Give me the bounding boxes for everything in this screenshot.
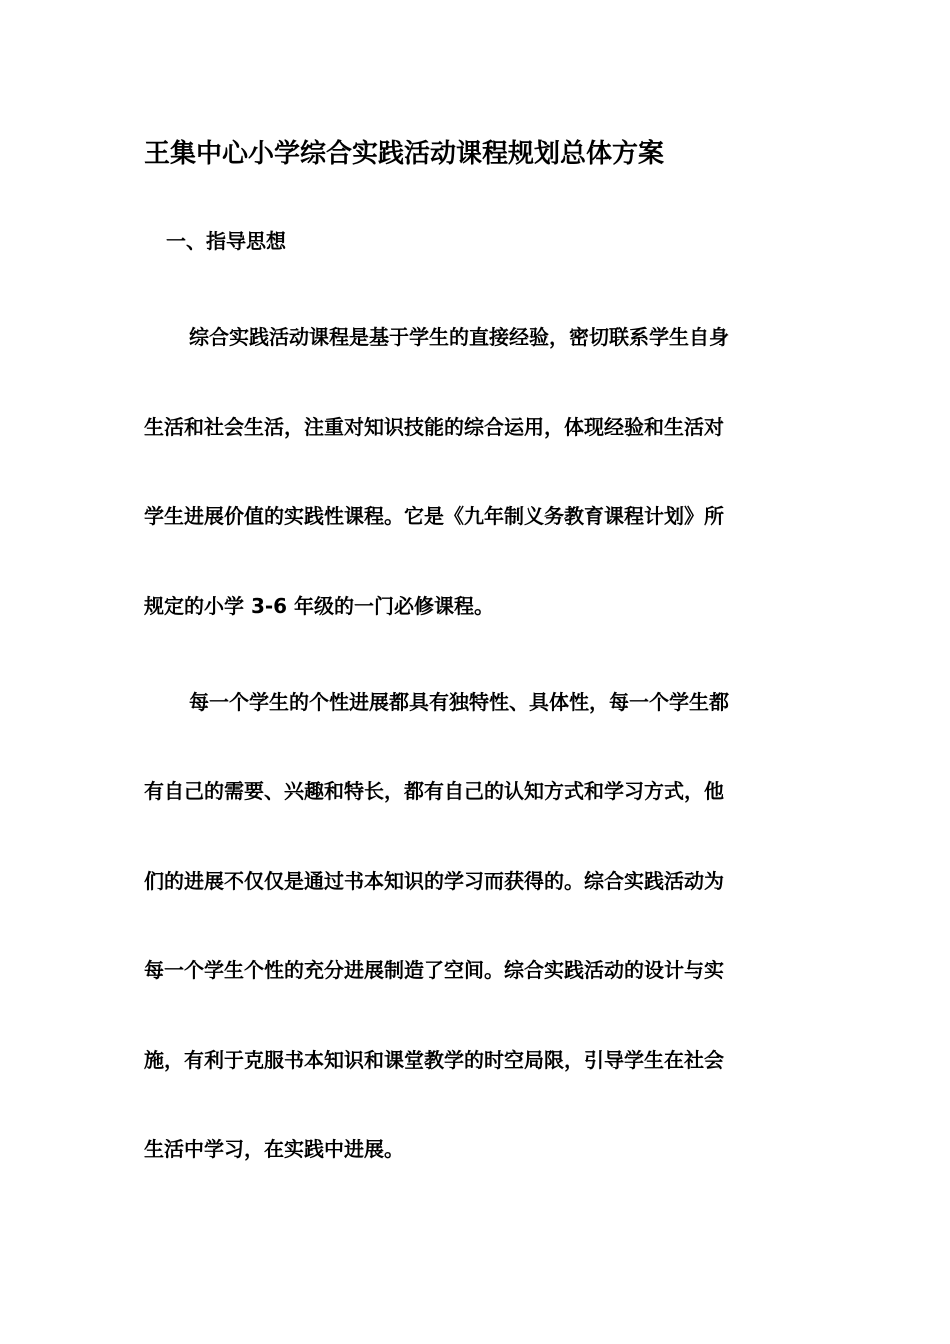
paragraph-line: 学生进展价值的实践性课程。它是《九年制义务教育课程计划》所 xyxy=(144,504,724,528)
section-heading-guiding-ideology: 一、指导思想 xyxy=(166,229,286,253)
paragraph-line: 施，有利于克服书本知识和课堂教学的时空局限，引导学生在社会 xyxy=(144,1048,724,1072)
document-title: 王集中心小学综合实践活动课程规划总体方案 xyxy=(144,139,665,169)
paragraph-line: 每一个学生个性的充分进展制造了空间。综合实践活动的设计与实 xyxy=(144,958,724,982)
paragraph-line: 每一个学生的个性进展都具有独特性、具体性，每一个学生都 xyxy=(189,690,729,714)
paragraph-line: 有自己的需要、兴趣和特长，都有自己的认知方式和学习方式，他 xyxy=(144,779,724,803)
paragraph-line: 们的进展不仅仅是通过书本知识的学习而获得的。综合实践活动为 xyxy=(144,869,724,893)
paragraph-line: 规定的小学 3-6 年级的一门必修课程。 xyxy=(144,594,495,618)
paragraph-line: 生活和社会生活，注重对知识技能的综合运用，体现经验和生活对 xyxy=(144,415,724,439)
paragraph-line: 生活中学习，在实践中进展。 xyxy=(144,1137,404,1161)
paragraph-line: 综合实践活动课程是基于学生的直接经验，密切联系学生自身 xyxy=(189,325,729,349)
